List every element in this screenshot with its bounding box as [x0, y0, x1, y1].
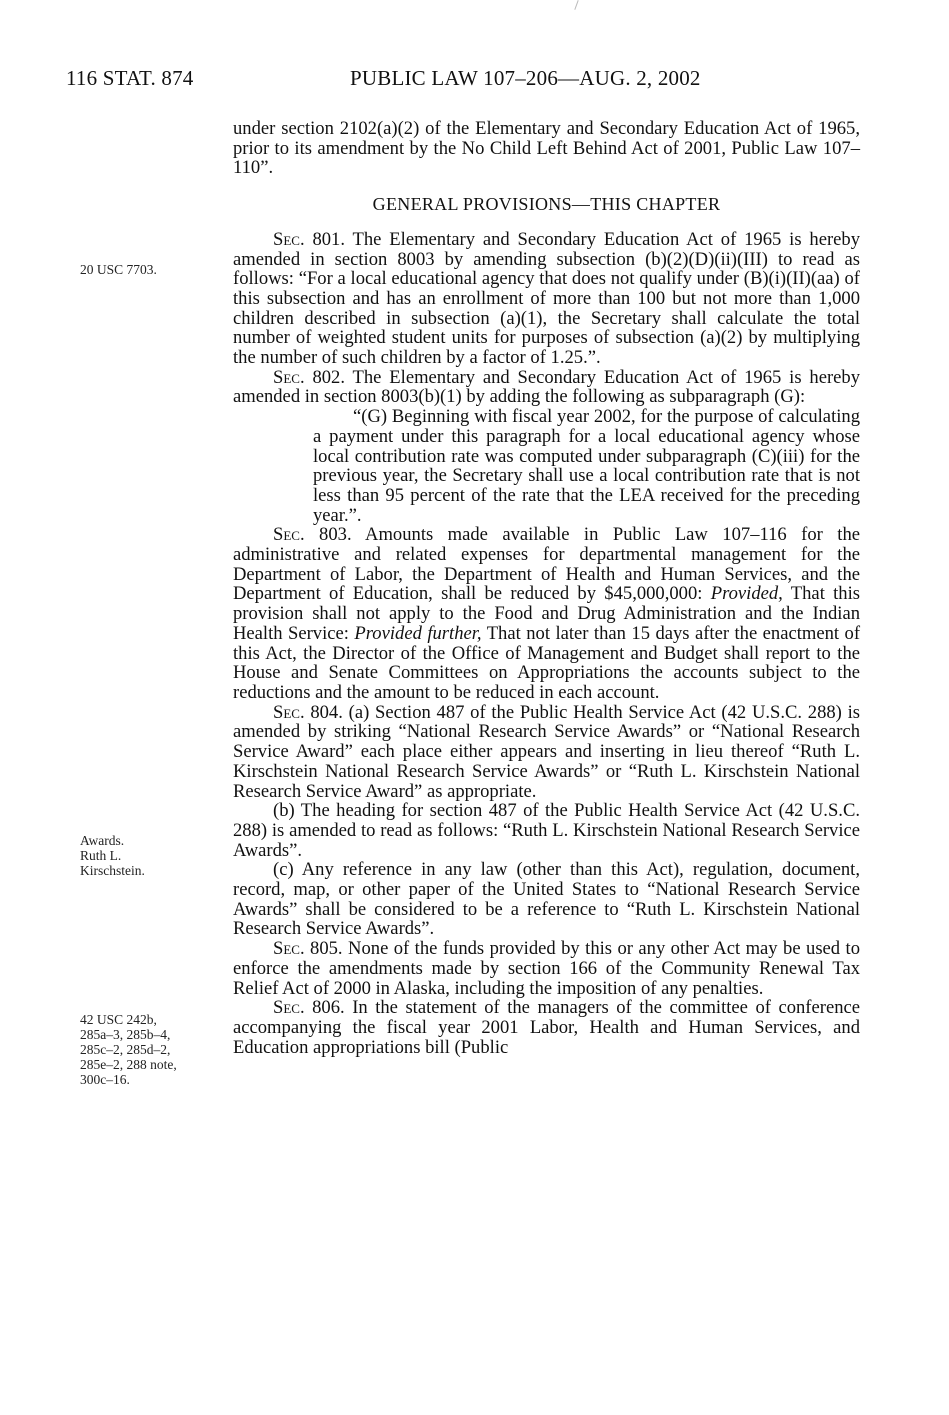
sec-803-proviso-1: Provided,: [710, 583, 783, 605]
body-text: [233, 119, 860, 1057]
margin-note-usc-citations: [80, 1012, 225, 1087]
sec-805-text: None of the funds provided by this or any other Act may be used to enforce the amendments made by section 166 of the Community Renewal Tax Relief Act of 2000 in Alaska, including the imposition of any penalties.: [233, 938, 861, 999]
margin-note-20-usc-7703: [80, 262, 225, 277]
sec-803-paragraph: [233, 525, 860, 702]
sec-805-paragraph: [233, 939, 860, 998]
page-header: [66, 66, 866, 106]
sec-803-text-c: That not later than 15 days after the enactment of this Act, the Director of the Office of Management and Budget shall report to the House and Senate Committees on Appropriations the accounts subject to the reductions and the amount to be reduced in each account.: [233, 622, 861, 703]
sec-801-label: Sec. 801.: [273, 228, 345, 250]
sec-803-text-a: Amounts made available in Public Law 107–116 for the administrative and related expenses for departmental management for the Department of Labor, the Department of Health and Human Services, and the Department of Education, shall be reduced by $45,000,000:: [233, 524, 860, 605]
sec-802-paragraph: [233, 368, 860, 407]
section-heading: GENERAL PROVISIONS—THIS CHAPTER: [372, 194, 721, 215]
sec-803-proviso-2: Provided further,: [354, 622, 482, 644]
margin-note-text: 20 USC 7703.: [80, 262, 157, 277]
sec-805-label: Sec. 805.: [273, 938, 343, 960]
sec-804-b-paragraph: (b) The heading for section 487 of the Public Health Service Act (42 U.S.C. 288) is amended to read as follows: “Ruth L. Kirschstein National Research Service Awards”.: [233, 800, 860, 861]
sec-804-text-a: (a) Section 487 of the Public Health Service Act (42 U.S.C. 288) is amended by striking “National Research Service Awards” or “National Research Service Award” each place either appears and inserting in lieu thereof “Ruth L. Kirschstein National Research Service Awards” or “Ruth L. Kirschstein National Research Service Award” as appropriate.: [233, 701, 861, 802]
sec-801-paragraph: [233, 230, 860, 368]
sec-802-text: The Elementary and Secondary Education Act of 1965 is hereby amended in section 8003(b)(1) by adding the following as subparagraph (G):: [233, 366, 861, 408]
sec-806-paragraph: [233, 998, 860, 1057]
margin-note-text: Awards. Ruth L. Kirschstein.: [80, 833, 145, 878]
margin-note-text: 42 USC 242b, 285a–3, 285b–4, 285c–2, 285d–2, 285e–2, 288 note, 300c–16.: [80, 1012, 177, 1087]
scan-mark: [574, 0, 578, 10]
sec-804-c-paragraph: (c) Any reference in any law (other than this Act), regulation, document, record, map, or other paper of the United States to “National Research Service Awards” shall be considered to be a reference to “Ruth L. Kirschstein National Research Service Awards”.: [233, 859, 860, 940]
sec-804-a-paragraph: [233, 703, 860, 802]
sec-806-text: In the statement of the managers of the committee of conference accompanying the fiscal year 2001 Labor, Health and Human Services, and Education appropriations bill (Public: [233, 997, 860, 1058]
sec-802-label: Sec. 802.: [273, 366, 345, 388]
sec-803-text-b: That this provision shall not apply to the Food and Drug Administration and the Indian Health Service:: [233, 583, 860, 644]
statute-page-number: 116 STAT. 874: [66, 66, 194, 90]
running-head: PUBLIC LAW 107–206—AUG. 2, 2002: [350, 66, 701, 90]
intro-paragraph: under section 2102(a)(2) of the Elementary and Secondary Education Act of 1965, prior to its amendment by the No Child Left Behind Act of 2001, Public Law 107–110”.: [233, 118, 860, 179]
sec-801-text: The Elementary and Secondary Education Act of 1965 is hereby amended in section 8003 by amending subsection (b)(2)(D)(ii)(III) to read as follows: “For a local educational agency that does not qualify under (B)(i)(II)(aa) of this subsection and has an enrollment of more than 100 but not more than 1,000 children described in subsection (a)(1), the Secretary shall calculate the total number of weighted student units for purposes of subsection (a)(2) by multiplying the number of such children by a factor of 1.25.”.: [233, 228, 861, 369]
margin-note-awards: [80, 833, 225, 878]
sec-804-label: Sec. 804.: [273, 701, 343, 723]
sec-803-label: Sec. 803.: [273, 524, 352, 546]
sec-806-label: Sec. 806.: [273, 997, 345, 1019]
sec-802-quote: “(G) Beginning with fiscal year 2002, for the purpose of calculating a payment under this paragraph for a local educational agency whose local contribution rate was computed under subparagraph (C)(iii) for the previous year, the Secretary shall use a local contribution rate that is not less than 95 percent of the rate that the LEA received for the preceding year.”.: [313, 406, 860, 526]
